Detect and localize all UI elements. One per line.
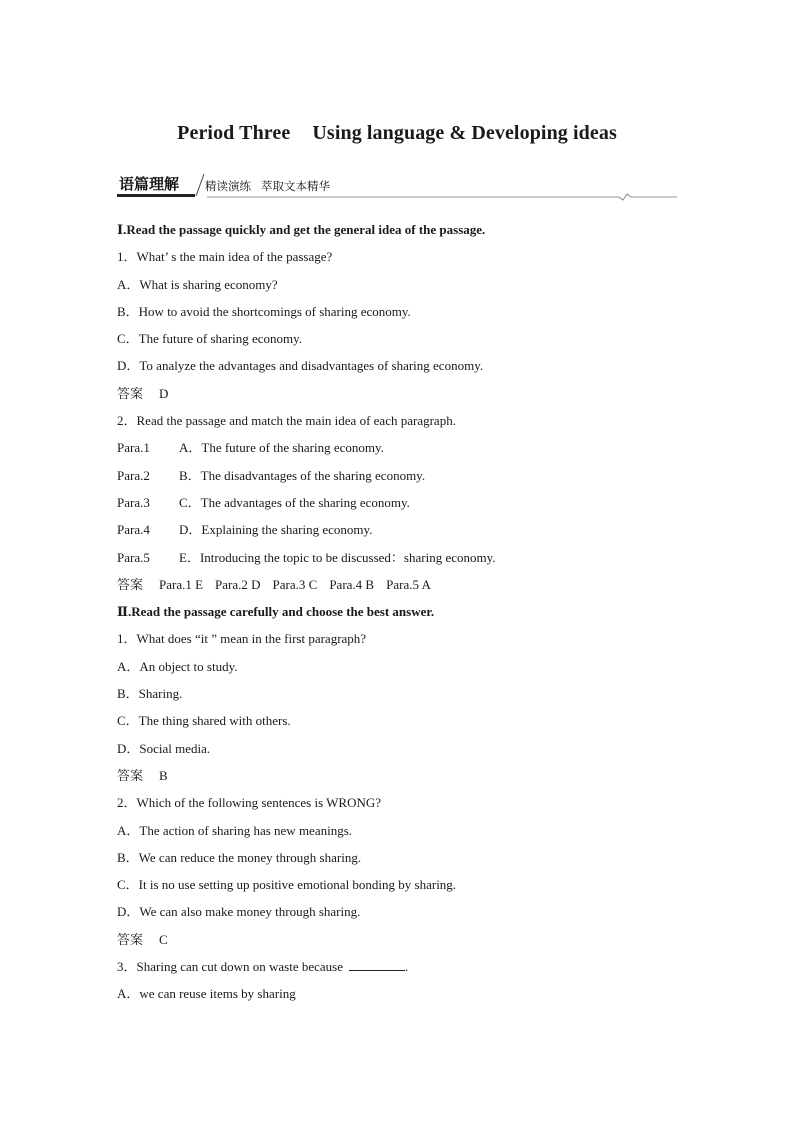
s2-q1-option-b: B．Sharing.: [117, 686, 183, 702]
answer-value: C: [159, 931, 168, 947]
answer-value: D: [159, 385, 169, 401]
section-banner: [117, 172, 677, 202]
answer-value: Para.4 B: [329, 576, 375, 592]
banner-rule: [207, 192, 677, 202]
s2-q1-stem: 1．What does “it ” mean in the first paragraph?: [117, 631, 367, 647]
s2-q2-option-a: A．The action of sharing has new meanings.: [117, 822, 353, 838]
s2-q2-answer: [117, 929, 697, 956]
para-match-option: D．Explaining the sharing economy.: [179, 522, 373, 538]
answer-value: Para.5 A: [386, 576, 431, 592]
s2-q2-stem: 2．Which of the following sentences is WRONG?: [117, 795, 382, 811]
answer-value: Para.3 C: [272, 576, 318, 592]
s1-q2-row: [117, 519, 697, 546]
s1-q2-answer: [117, 574, 697, 601]
banner-sub-1: 精读演练: [205, 179, 251, 193]
answer-value: Para.1 E: [159, 576, 204, 592]
section-1-heading: Ⅰ.Read the passage quickly and get the general idea of the passage.: [117, 222, 486, 237]
s2-q2-option-d: D．We can also make money through sharing.: [117, 904, 361, 920]
page-title: [0, 122, 794, 145]
answer-value: B: [159, 767, 168, 783]
s2-q2-option-b: B．We can reduce the money through sharing.: [117, 849, 362, 865]
s2-q1-option-c: C．The thing shared with others.: [117, 713, 291, 729]
s2-q1-option-d: D．Social media.: [117, 740, 211, 756]
s2-q3-stem-text: 3．Sharing can cut down on waste because: [117, 959, 343, 975]
answer-label: 答案: [117, 931, 144, 947]
answer-value: Para.2 D: [215, 576, 261, 592]
para-match-option: E．Introducing the topic to be discussed：sharing economy.: [179, 549, 496, 565]
banner-title: 语篇理解: [119, 175, 180, 193]
s2-q1-option-a: A．An object to study.: [117, 658, 238, 674]
para-match-option: A．The future of the sharing economy.: [179, 440, 384, 456]
para-label: Para.3: [117, 494, 150, 510]
answer-label: 答案: [117, 576, 144, 592]
para-label: Para.2: [117, 467, 150, 483]
para-match-option: B．The disadvantages of the sharing economy.: [179, 467, 426, 483]
s2-q3-option-a: A．we can reuse items by sharing: [117, 986, 296, 1002]
s1-q1-stem: 1．What’ s the main idea of the passage?: [117, 249, 333, 265]
s1-q2-row: [117, 492, 697, 519]
section-2-heading: Ⅱ.Read the passage carefully and choose the best answer.: [117, 604, 435, 620]
answer-label: 答案: [117, 385, 144, 401]
s1-q2-row: [117, 465, 697, 492]
s2-q2-option-c: C．It is no use setting up positive emotional bonding by sharing.: [117, 877, 457, 893]
banner-sub-2: 萃取文本精华: [261, 179, 330, 193]
worksheet-content: [117, 219, 697, 1011]
answer-label: 答案: [117, 767, 144, 783]
s1-q1-option-c: C．The future of sharing economy.: [117, 331, 303, 347]
banner-underline: [117, 194, 195, 197]
s1-q2-stem: 2．Read the passage and match the main idea of each paragraph.: [117, 413, 456, 429]
s1-q1-option-b: B．How to avoid the shortcomings of sharing economy.: [117, 303, 411, 319]
s1-q2-row: [117, 437, 697, 464]
s1-q1-option-d: D．To analyze the advantages and disadvantages of sharing economy.: [117, 358, 484, 374]
s2-q3-stem-end: .: [405, 959, 409, 975]
para-match-option: C．The advantages of the sharing economy.: [179, 494, 410, 510]
para-label: Para.5: [117, 549, 150, 565]
title-topic: Using language & Developing ideas: [312, 122, 617, 144]
title-period: Period Three: [177, 122, 291, 144]
s1-q2-row: [117, 547, 697, 574]
s2-q1-answer: [117, 765, 697, 792]
para-label: Para.1: [117, 440, 150, 456]
s1-q1-option-a: A．What is sharing economy?: [117, 276, 278, 292]
para-label: Para.4: [117, 522, 150, 538]
s1-q1-answer: [117, 383, 697, 410]
answer-blank: [349, 956, 405, 971]
s2-q3-stem: [117, 956, 697, 983]
